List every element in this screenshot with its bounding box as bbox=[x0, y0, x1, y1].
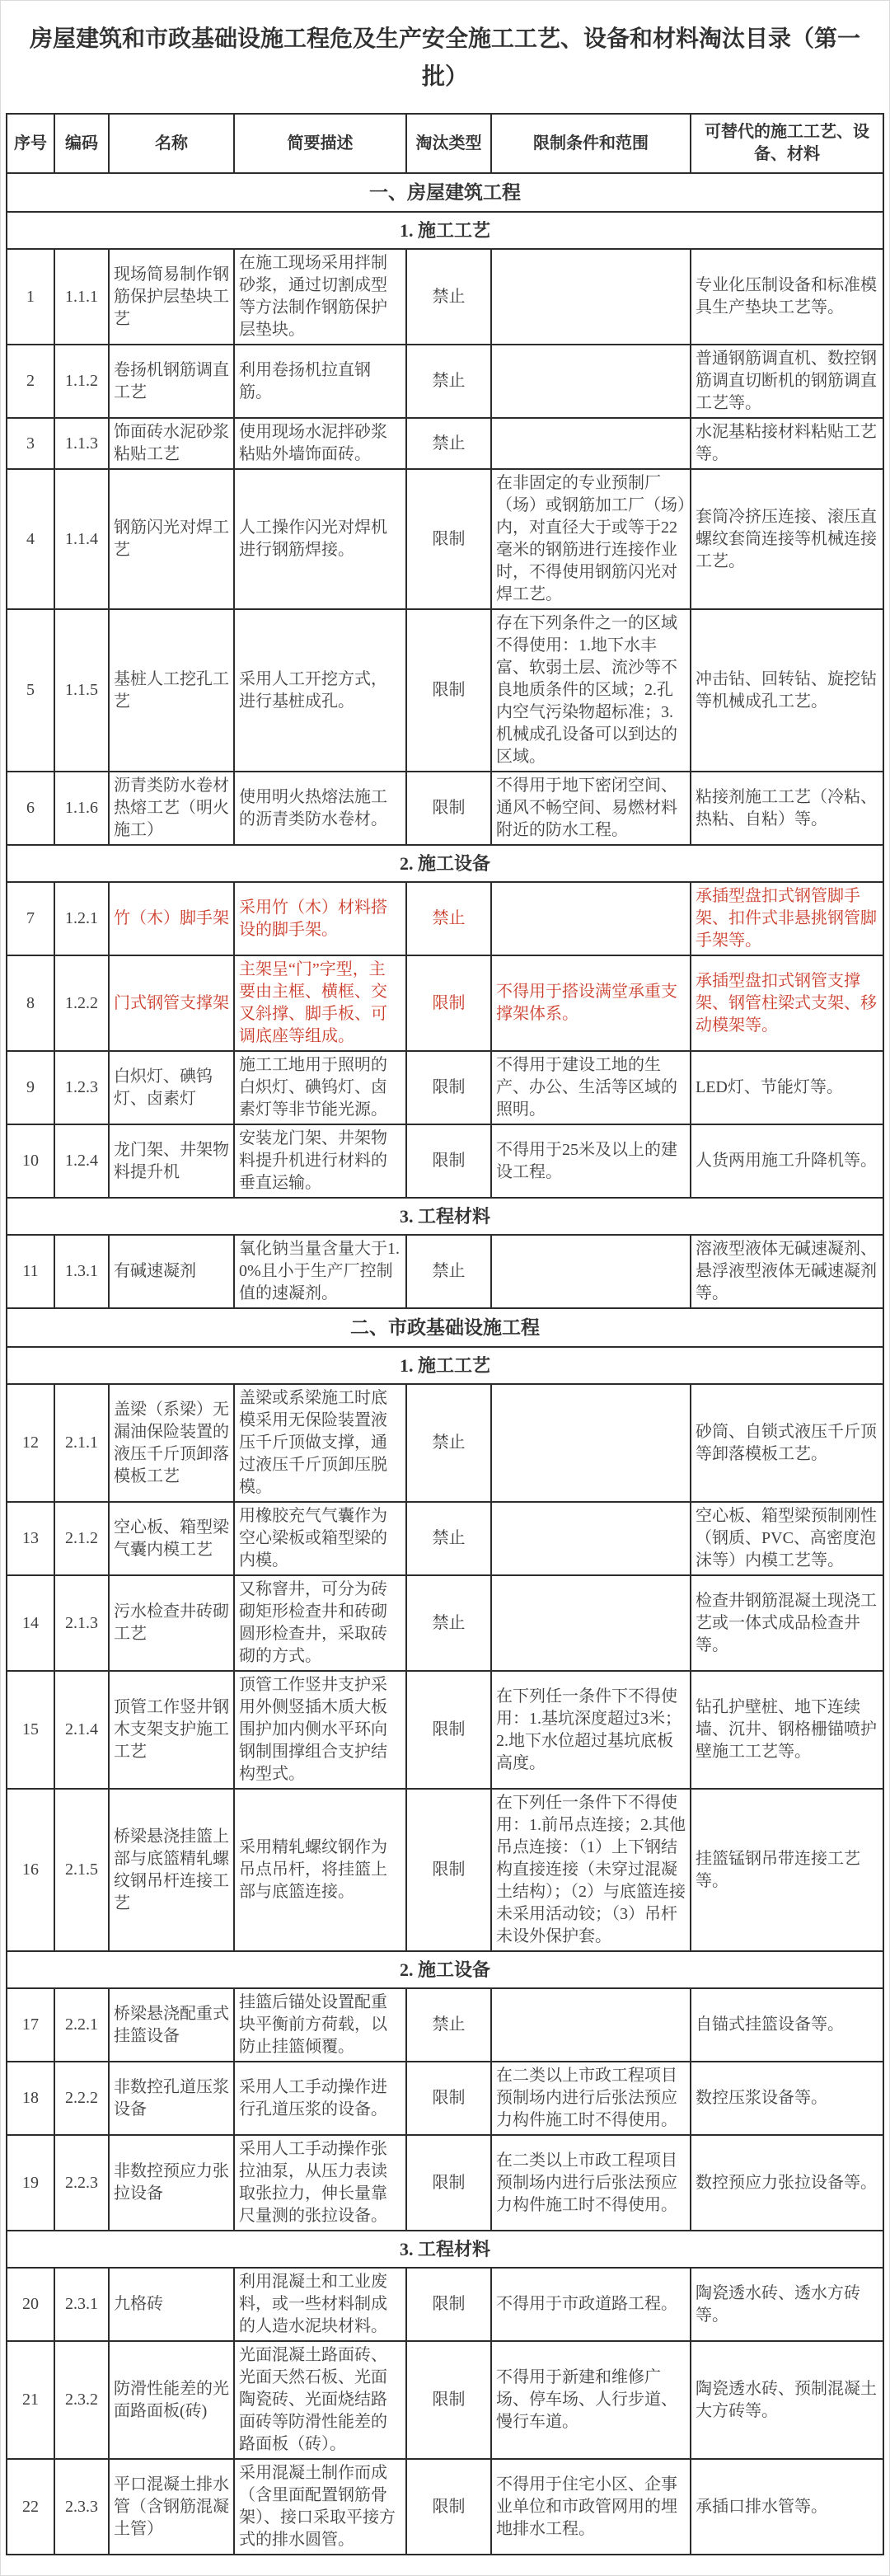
subsection-header: 2. 施工设备 bbox=[7, 845, 883, 882]
row-name: 钢筋闪光对焊工艺 bbox=[109, 469, 234, 609]
table-row bbox=[7, 955, 883, 1051]
row-code: 2.2.3 bbox=[54, 2135, 109, 2231]
row-no: 1 bbox=[7, 249, 54, 345]
row-desc: 在施工现场采用拌制砂浆，通过切割成型等方法制作钢筋保护层垫块。 bbox=[234, 249, 406, 345]
row-type: 禁止 bbox=[406, 345, 491, 418]
row-desc: 盖梁或系梁施工时底模采用无保险装置液压千斤顶做支撑，通过液压千斤顶卸压脱模。 bbox=[234, 1384, 406, 1502]
row-alternative: 自锚式挂篮设备等。 bbox=[691, 1988, 883, 2062]
subsection-row bbox=[7, 845, 883, 882]
row-code: 1.2.1 bbox=[54, 882, 109, 955]
row-alternative: 普通钢筋调直机、数控钢筋调直切断机的钢筋调直工艺等。 bbox=[691, 345, 883, 418]
table-row bbox=[7, 772, 883, 845]
row-type: 禁止 bbox=[406, 249, 491, 345]
row-desc: 使用现场水泥拌砂浆粘贴外墙饰面砖。 bbox=[234, 418, 406, 469]
column-header-alternative: 可替代的施工工艺、设备、材料 bbox=[691, 114, 883, 173]
row-desc: 利用卷扬机拉直钢筋。 bbox=[234, 345, 406, 418]
row-no: 10 bbox=[7, 1124, 54, 1198]
row-restriction: 不得用于市政道路工程。 bbox=[491, 2268, 691, 2341]
row-type: 限制 bbox=[406, 609, 491, 772]
row-name: 沥青类防水卷材热熔工艺（明火施工） bbox=[109, 772, 234, 845]
row-no: 20 bbox=[7, 2268, 54, 2341]
row-alternative: 溶液型液体无碱速凝剂、悬浮液型液体无碱速凝剂等。 bbox=[691, 1235, 883, 1308]
page-title: 房屋建筑和市政基础设施工程危及生产安全施工工艺、设备和材料淘汰目录（第一批） bbox=[29, 26, 860, 91]
row-name: 非数控孔道压浆设备 bbox=[109, 2062, 234, 2135]
row-desc: 施工工地用于照明的白炽灯、碘钨灯、卤素灯等非节能光源。 bbox=[234, 1051, 406, 1124]
table-row bbox=[7, 609, 883, 772]
row-code: 2.2.1 bbox=[54, 1988, 109, 2062]
subsection-row bbox=[7, 1198, 883, 1235]
row-name: 基桩人工挖孔工艺 bbox=[109, 609, 234, 772]
row-restriction bbox=[491, 882, 691, 955]
row-restriction: 存在下列条件之一的区域不得使用：1.地下水丰富、软弱土层、流沙等不良地质条件的区域；2.孔内空气污染物超标准；3.机械成孔设备可以到达的区域。 bbox=[491, 609, 691, 772]
table-row bbox=[7, 1575, 883, 1671]
table-row bbox=[7, 249, 883, 345]
row-desc: 安装龙门架、井架物料提升机进行材料的垂直运输。 bbox=[234, 1124, 406, 1198]
subsection-row bbox=[7, 1951, 883, 1988]
row-name: 龙门架、井架物料提升机 bbox=[109, 1124, 234, 1198]
table-row bbox=[7, 345, 883, 418]
row-no: 18 bbox=[7, 2062, 54, 2135]
row-type: 限制 bbox=[406, 2341, 491, 2459]
row-desc: 用橡胶充气气囊作为空心梁板或箱型梁的内模。 bbox=[234, 1502, 406, 1575]
row-desc: 采用人工开挖方式，进行基桩成孔。 bbox=[234, 609, 406, 772]
row-desc: 挂篮后锚处设置配重块平衡前方荷载，以防止挂篮倾覆。 bbox=[234, 1988, 406, 2062]
row-restriction bbox=[491, 1384, 691, 1502]
section-header: 二、市政基础设施工程 bbox=[7, 1308, 883, 1347]
row-name: 盖梁（系梁）无漏油保险装置的液压千斤顶卸落模板工艺 bbox=[109, 1384, 234, 1502]
row-code: 1.2.2 bbox=[54, 955, 109, 1051]
row-restriction bbox=[491, 1575, 691, 1671]
table-row bbox=[7, 418, 883, 469]
row-type: 限制 bbox=[406, 2135, 491, 2231]
row-type: 禁止 bbox=[406, 882, 491, 955]
column-header-code: 编码 bbox=[54, 114, 109, 173]
row-alternative: 钻孔护壁桩、地下连续墙、沉井、钢格栅锚喷护壁施工工艺等。 bbox=[691, 1671, 883, 1789]
row-restriction: 不得用于住宅小区、企事业单位和市政管网用的埋地排水工程。 bbox=[491, 2459, 691, 2555]
row-no: 16 bbox=[7, 1789, 54, 1951]
row-alternative: 承插型盘扣式钢管脚手架、扣件式非悬挑钢管脚手架等。 bbox=[691, 882, 883, 955]
table-row bbox=[7, 469, 883, 609]
row-type: 限制 bbox=[406, 1124, 491, 1198]
row-no: 2 bbox=[7, 345, 54, 418]
row-restriction: 不得用于25米及以上的建设工程。 bbox=[491, 1124, 691, 1198]
row-desc: 采用精轧螺纹钢作为吊点吊杆，将挂篮上部与底篮连接。 bbox=[234, 1789, 406, 1951]
row-desc: 采用竹（木）材料搭设的脚手架。 bbox=[234, 882, 406, 955]
elimination-catalog-table bbox=[6, 113, 884, 2555]
row-type: 限制 bbox=[406, 2062, 491, 2135]
row-alternative: 水泥基粘接材料粘贴工艺等。 bbox=[691, 418, 883, 469]
row-alternative: 套筒冷挤压连接、滚压直螺纹套筒连接等机械连接工艺。 bbox=[691, 469, 883, 609]
row-desc: 使用明火热熔法施工的沥青类防水卷材。 bbox=[234, 772, 406, 845]
row-restriction: 不得用于新建和维修广场、停车场、人行步道、慢行车道。 bbox=[491, 2341, 691, 2459]
row-code: 1.2.4 bbox=[54, 1124, 109, 1198]
row-code: 2.1.1 bbox=[54, 1384, 109, 1502]
row-code: 2.2.2 bbox=[54, 2062, 109, 2135]
row-no: 9 bbox=[7, 1051, 54, 1124]
row-no: 19 bbox=[7, 2135, 54, 2231]
table-row bbox=[7, 1671, 883, 1789]
column-header-restriction: 限制条件和范围 bbox=[491, 114, 691, 173]
row-restriction: 在非固定的专业预制厂（场）或钢筋加工厂（场）内，对直径大于或等于22毫米的钢筋进行连接作业时，不得使用钢筋闪光对焊工艺。 bbox=[491, 469, 691, 609]
table-row bbox=[7, 2062, 883, 2135]
row-alternative: LED灯、节能灯等。 bbox=[691, 1051, 883, 1124]
row-type: 限制 bbox=[406, 955, 491, 1051]
row-restriction: 在二类以上市政工程项目预制场内进行后张法预应力构件施工时不得使用。 bbox=[491, 2135, 691, 2231]
row-no: 8 bbox=[7, 955, 54, 1051]
row-code: 2.3.3 bbox=[54, 2459, 109, 2555]
row-no: 22 bbox=[7, 2459, 54, 2555]
row-no: 3 bbox=[7, 418, 54, 469]
row-alternative: 专业化压制设备和标准模具生产垫块工艺等。 bbox=[691, 249, 883, 345]
row-code: 1.2.3 bbox=[54, 1051, 109, 1124]
row-name: 非数控预应力张拉设备 bbox=[109, 2135, 234, 2231]
row-no: 4 bbox=[7, 469, 54, 609]
row-name: 空心板、箱型梁气囊内模工艺 bbox=[109, 1502, 234, 1575]
subsection-header: 3. 工程材料 bbox=[7, 1198, 883, 1235]
row-alternative: 冲击钻、回转钻、旋挖钻等机械成孔工艺。 bbox=[691, 609, 883, 772]
row-restriction: 在下列任一条件下不得使用：1.前吊点连接；2.其他吊点连接：（1）上下钢结构直接连接（未穿过混凝土结构）；（2）与底篮连接未采用活动铰；（3）吊杆未设外保护套。 bbox=[491, 1789, 691, 1951]
row-alternative: 承插型盘扣式钢管支撑架、钢管柱梁式支架、移动模架等。 bbox=[691, 955, 883, 1051]
row-name: 现场简易制作钢筋保护层垫块工艺 bbox=[109, 249, 234, 345]
row-no: 6 bbox=[7, 772, 54, 845]
column-header-name: 名称 bbox=[109, 114, 234, 173]
row-code: 2.3.1 bbox=[54, 2268, 109, 2341]
row-restriction: 在下列任一条件下不得使用：1.基坑深度超过3米；2.地下水位超过基坑底板高度。 bbox=[491, 1671, 691, 1789]
row-type: 限制 bbox=[406, 469, 491, 609]
row-restriction: 不得用于建设工地的生产、办公、生活等区域的照明。 bbox=[491, 1051, 691, 1124]
row-name: 污水检查井砖砌工艺 bbox=[109, 1575, 234, 1671]
row-desc: 氧化钠当量含量大于1.0%且小于生产厂控制值的速凝剂。 bbox=[234, 1235, 406, 1308]
row-code: 2.1.5 bbox=[54, 1789, 109, 1951]
row-restriction bbox=[491, 418, 691, 469]
row-code: 1.1.1 bbox=[54, 249, 109, 345]
row-type: 限制 bbox=[406, 1789, 491, 1951]
row-code: 1.1.3 bbox=[54, 418, 109, 469]
row-type: 限制 bbox=[406, 772, 491, 845]
row-desc: 人工操作闪光对焊机进行钢筋焊接。 bbox=[234, 469, 406, 609]
catalog-table-body bbox=[7, 173, 883, 2555]
row-desc: 利用混凝土和工业废料，或一些材料制成的人造水泥块材料。 bbox=[234, 2268, 406, 2341]
table-row bbox=[7, 1789, 883, 1951]
table-row bbox=[7, 1988, 883, 2062]
row-restriction bbox=[491, 1988, 691, 2062]
row-type: 限制 bbox=[406, 2459, 491, 2555]
row-no: 15 bbox=[7, 1671, 54, 1789]
row-alternative: 陶瓷透水砖、透水方砖等。 bbox=[691, 2268, 883, 2341]
row-no: 12 bbox=[7, 1384, 54, 1502]
row-code: 1.1.6 bbox=[54, 772, 109, 845]
row-code: 2.1.3 bbox=[54, 1575, 109, 1671]
row-alternative: 承插口排水管等。 bbox=[691, 2459, 883, 2555]
table-row bbox=[7, 1235, 883, 1308]
row-code: 2.1.2 bbox=[54, 1502, 109, 1575]
row-no: 14 bbox=[7, 1575, 54, 1671]
subsection-row bbox=[7, 212, 883, 249]
row-no: 11 bbox=[7, 1235, 54, 1308]
row-alternative: 检查井钢筋混凝土现浇工艺或一体式成品检查井等。 bbox=[691, 1575, 883, 1671]
row-name: 顶管工作竖井钢木支架支护施工工艺 bbox=[109, 1671, 234, 1789]
row-desc: 采用人工手动操作张拉油泵，从压力表读取张拉力，伸长量靠尺量测的张拉设备。 bbox=[234, 2135, 406, 2231]
row-name: 桥梁悬浇配重式挂篮设备 bbox=[109, 1988, 234, 2062]
row-alternative: 粘接剂施工工艺（冷粘、热粘、自粘）等。 bbox=[691, 772, 883, 845]
row-name: 平口混凝土排水管（含钢筋混凝土管） bbox=[109, 2459, 234, 2555]
row-alternative: 挂篮锰钢吊带连接工艺等。 bbox=[691, 1789, 883, 1951]
row-desc: 又称窨井，可分为砖砌矩形检查井和砖砌圆形检查井，采取砖砌的方式。 bbox=[234, 1575, 406, 1671]
row-type: 禁止 bbox=[406, 1235, 491, 1308]
row-type: 限制 bbox=[406, 1051, 491, 1124]
row-type: 限制 bbox=[406, 2268, 491, 2341]
row-name: 白炽灯、碘钨灯、卤素灯 bbox=[109, 1051, 234, 1124]
row-alternative: 数控压浆设备等。 bbox=[691, 2062, 883, 2135]
row-restriction: 不得用于搭设满堂承重支撑架体系。 bbox=[491, 955, 691, 1051]
row-name: 饰面砖水泥砂浆粘贴工艺 bbox=[109, 418, 234, 469]
column-header-no: 序号 bbox=[7, 114, 54, 173]
subsection-header: 1. 施工工艺 bbox=[7, 1347, 883, 1384]
row-type: 禁止 bbox=[406, 1575, 491, 1671]
row-type: 禁止 bbox=[406, 1988, 491, 2062]
table-row bbox=[7, 2341, 883, 2459]
row-type: 限制 bbox=[406, 1671, 491, 1789]
row-code: 1.3.1 bbox=[54, 1235, 109, 1308]
row-code: 1.1.5 bbox=[54, 609, 109, 772]
table-row bbox=[7, 882, 883, 955]
subsection-header: 3. 工程材料 bbox=[7, 2231, 883, 2268]
row-no: 17 bbox=[7, 1988, 54, 2062]
row-desc: 采用混凝土制作而成（含里面配置钢筋骨架）、接口采取平接方式的排水圆管。 bbox=[234, 2459, 406, 2555]
row-name: 有碱速凝剂 bbox=[109, 1235, 234, 1308]
row-code: 1.1.2 bbox=[54, 345, 109, 418]
column-header-desc: 简要描述 bbox=[234, 114, 406, 173]
subsection-header: 2. 施工设备 bbox=[7, 1951, 883, 1988]
table-row bbox=[7, 2459, 883, 2555]
row-desc: 主架呈“门”字型，主要由主框、横框、交叉斜撑、脚手板、可调底座等组成。 bbox=[234, 955, 406, 1051]
section-header: 一、房屋建筑工程 bbox=[7, 173, 883, 212]
row-name: 卷扬机钢筋调直工艺 bbox=[109, 345, 234, 418]
table-row bbox=[7, 2135, 883, 2231]
row-code: 2.1.4 bbox=[54, 1671, 109, 1789]
table-row bbox=[7, 1384, 883, 1502]
section-row bbox=[7, 173, 883, 212]
table-row bbox=[7, 1502, 883, 1575]
subsection-row bbox=[7, 2231, 883, 2268]
row-restriction bbox=[491, 249, 691, 345]
row-restriction bbox=[491, 345, 691, 418]
row-no: 13 bbox=[7, 1502, 54, 1575]
row-type: 禁止 bbox=[406, 418, 491, 469]
row-alternative: 砂筒、自锁式液压千斤顶等卸落模板工艺。 bbox=[691, 1384, 883, 1502]
row-name: 桥梁悬浇挂篮上部与底篮精轧螺纹钢吊杆连接工艺 bbox=[109, 1789, 234, 1951]
row-type: 禁止 bbox=[406, 1384, 491, 1502]
row-no: 21 bbox=[7, 2341, 54, 2459]
row-desc: 采用人工手动操作进行孔道压浆的设备。 bbox=[234, 2062, 406, 2135]
table-row bbox=[7, 2268, 883, 2341]
section-row bbox=[7, 1308, 883, 1347]
column-header-type: 淘汰类型 bbox=[406, 114, 491, 173]
table-row bbox=[7, 1124, 883, 1198]
row-name: 防滑性能差的光面路面板(砖) bbox=[109, 2341, 234, 2459]
row-desc: 光面混凝土路面砖、光面天然石板、光面陶瓷砖、光面烧结路面砖等防滑性能差的路面板（砖）。 bbox=[234, 2341, 406, 2459]
row-code: 2.3.2 bbox=[54, 2341, 109, 2459]
row-restriction bbox=[491, 1235, 691, 1308]
row-alternative: 陶瓷透水砖、预制混凝土大方砖等。 bbox=[691, 2341, 883, 2459]
table-row bbox=[7, 1051, 883, 1124]
table-header-row bbox=[7, 114, 883, 173]
row-alternative: 空心板、箱型梁预制刚性（钢质、PVC、高密度泡沫等）内模工艺等。 bbox=[691, 1502, 883, 1575]
subsection-header: 1. 施工工艺 bbox=[7, 212, 883, 249]
row-alternative: 人货两用施工升降机等。 bbox=[691, 1124, 883, 1198]
row-desc: 顶管工作竖井支护采用外侧竖插木质大板围护加内侧水平环向钢制围撑组合支护结构型式。 bbox=[234, 1671, 406, 1789]
row-no: 5 bbox=[7, 609, 54, 772]
row-type: 禁止 bbox=[406, 1502, 491, 1575]
row-restriction: 不得用于地下密闭空间、通风不畅空间、易燃材料附近的防水工程。 bbox=[491, 772, 691, 845]
row-restriction: 在二类以上市政工程项目预制场内进行后张法预应力构件施工时不得使用。 bbox=[491, 2062, 691, 2135]
subsection-row bbox=[7, 1347, 883, 1384]
row-name: 门式钢管支撑架 bbox=[109, 955, 234, 1051]
row-alternative: 数控预应力张拉设备等。 bbox=[691, 2135, 883, 2231]
row-code: 1.1.4 bbox=[54, 469, 109, 609]
row-name: 九格砖 bbox=[109, 2268, 234, 2341]
row-no: 7 bbox=[7, 882, 54, 955]
row-restriction bbox=[491, 1502, 691, 1575]
row-name: 竹（木）脚手架 bbox=[109, 882, 234, 955]
